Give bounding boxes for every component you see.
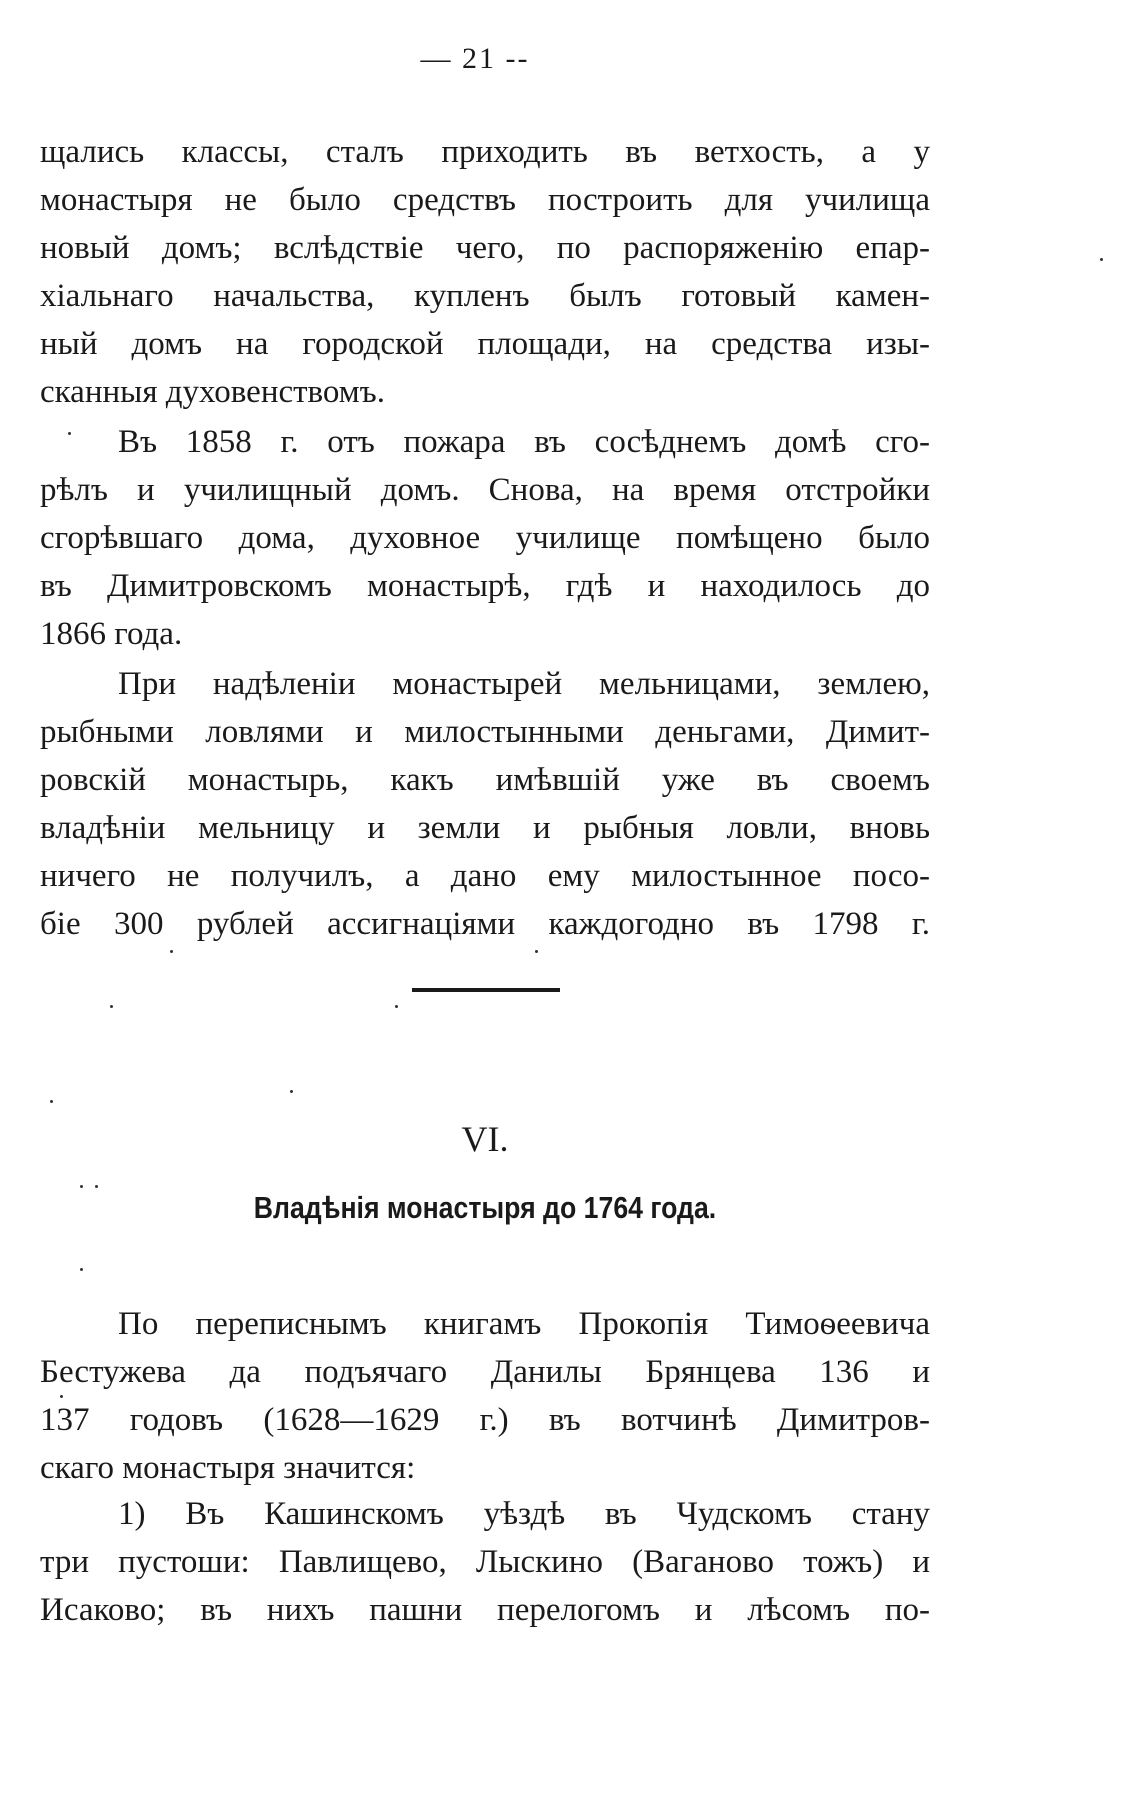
scan-speck bbox=[170, 950, 173, 953]
paragraph-school-house bbox=[40, 128, 930, 416]
text-line: рѣлъ и училищный домъ. Снова, на время отстройки bbox=[40, 472, 930, 508]
scan-speck bbox=[1100, 258, 1103, 261]
scan-speck bbox=[68, 432, 71, 435]
paragraph-census-books bbox=[40, 1300, 930, 1492]
scan-speck bbox=[535, 950, 538, 953]
section-divider bbox=[412, 988, 560, 992]
text-line: При надѣленіи монастырей мельницами, землею, bbox=[118, 666, 930, 702]
text-line: скаго монастыря значится: bbox=[40, 1450, 416, 1486]
text-line: рыбными ловлями и милостынными деньгами, Димит- bbox=[40, 714, 930, 750]
text-line: Бестужева да подъячаго Данилы Брянцева 136 и bbox=[40, 1354, 930, 1390]
scan-speck bbox=[110, 1005, 113, 1008]
page-number: — 21 -- bbox=[420, 42, 530, 75]
text-line: ровскій монастырь, какъ имѣвшій уже въ своемъ bbox=[40, 762, 930, 798]
paragraph-kashin-uyezd bbox=[40, 1490, 930, 1634]
text-line: ничего не получилъ, а дано ему милостынное посо- bbox=[40, 858, 930, 894]
scan-speck bbox=[95, 1185, 98, 1188]
scan-speck bbox=[60, 1395, 63, 1398]
text-line: щались классы, сталъ приходить въ ветхость, а у bbox=[40, 134, 930, 170]
text-line: хіальнаго начальства, купленъ былъ готовый камен- bbox=[40, 278, 930, 314]
text-line: монастыря не было средствъ построить для училища bbox=[40, 182, 930, 218]
text-line: По переписнымъ книгамъ Прокопія Тимоѳеевича bbox=[118, 1306, 930, 1342]
scan-speck bbox=[80, 1185, 83, 1188]
text-line: сканныя духовенствомъ. bbox=[40, 374, 385, 410]
paragraph-fire-1858 bbox=[40, 418, 930, 658]
text-line: біе 300 рублей ассигнаціями каждогодно въ 1798 г. bbox=[40, 906, 930, 942]
text-line: 137 годовъ (1628—1629 г.) въ вотчинѣ Димитров- bbox=[40, 1402, 930, 1438]
scan-speck bbox=[395, 1005, 398, 1008]
section-title: Владѣнія монастыря до 1764 года. bbox=[253, 1190, 717, 1225]
scan-speck bbox=[290, 1090, 293, 1093]
text-line: ный домъ на городской площади, на средства изы- bbox=[40, 326, 930, 362]
text-line: новый домъ; вслѣдствіе чего, по распоряженію епар- bbox=[40, 230, 930, 266]
text-line: 1866 года. bbox=[40, 616, 183, 652]
paragraph-allotment bbox=[40, 660, 930, 948]
text-line: сгорѣвшаго дома, духовное училище помѣщено было bbox=[40, 520, 930, 556]
text-line: въ Димитровскомъ монастырѣ, гдѣ и находилось до bbox=[40, 568, 930, 604]
scan-speck bbox=[50, 1100, 53, 1103]
text-line: Въ 1858 г. отъ пожара въ сосѣднемъ домѣ сго- bbox=[118, 424, 930, 460]
text-line: три пустоши: Павлищево, Лыскино (Ваганово тожъ) и bbox=[40, 1544, 930, 1580]
text-line: владѣніи мельницу и земли и рыбныя ловли, вновь bbox=[40, 810, 930, 846]
scan-speck bbox=[80, 1268, 83, 1271]
section-number: VI. bbox=[461, 1119, 509, 1159]
text-line: 1) Въ Кашинскомъ уѣздѣ въ Чудскомъ стану bbox=[118, 1496, 930, 1532]
text-line: Исаково; въ нихъ пашни перелогомъ и лѣсомъ по- bbox=[40, 1592, 930, 1628]
